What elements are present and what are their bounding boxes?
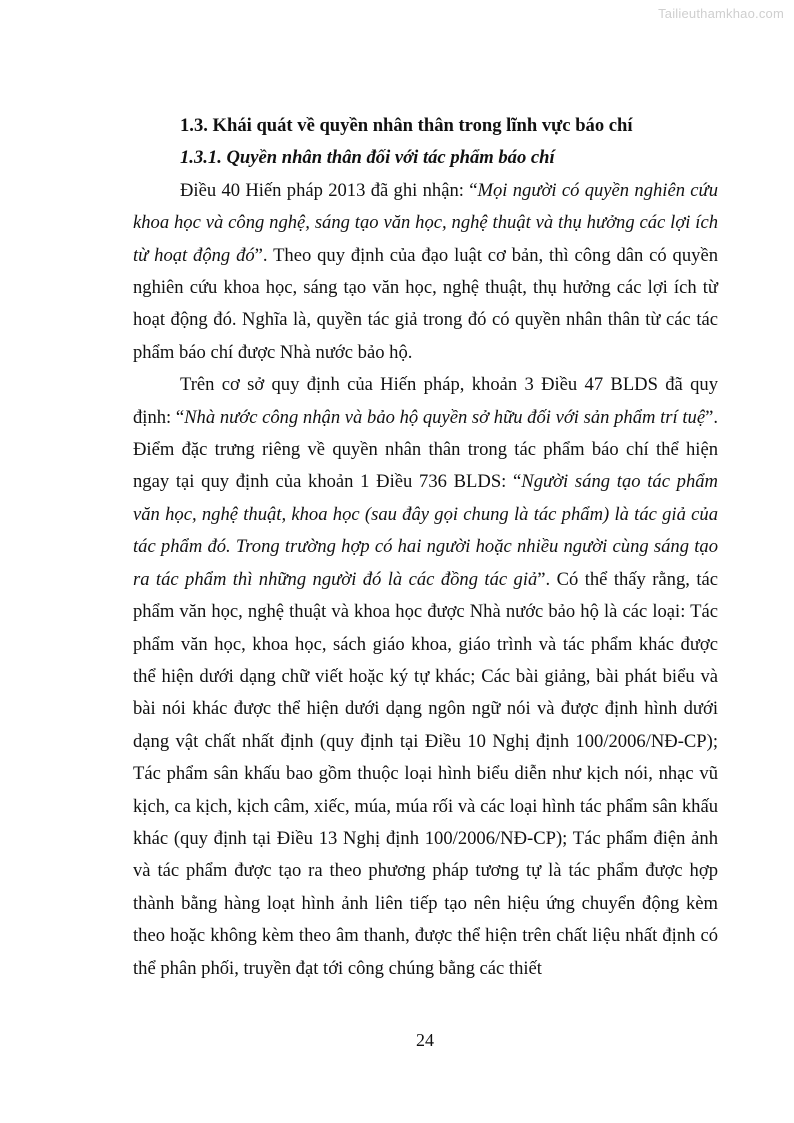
paragraph-2-quote-1: Nhà nước công nhận và bảo hộ quyền sở hữu đối với sản phẩm trí tuệ xyxy=(184,406,706,428)
paragraph-1 xyxy=(133,175,718,369)
paragraph-2-text-b: ”. Điểm đặc trưng riêng về quyền nhân thân trong tác phẩm báo chí thể hiện ngay tại quy định của khoản 1 Điều 736 BLDS: “ xyxy=(133,406,718,493)
section-heading: 1.3. Khái quát về quyền nhân thân trong lĩnh vực báo chí xyxy=(180,115,633,136)
page-number: 24 xyxy=(416,1030,434,1050)
paragraph-2-quote-2: Người sáng tạo tác phẩm văn học, nghệ thuật, khoa học (sau đây gọi chung là tác phẩm) là tác giả của tác phẩm đó. Trong trường hợp có hai người hoặc nhiều người cùng sáng tạo ra tác phẩm thì những người đó là các đồng tác giả xyxy=(133,471,718,590)
paragraph-2-text-a: Trên cơ sở quy định của Hiến pháp, khoản 3 Điều 47 BLDS đã quy định: “ xyxy=(133,374,718,428)
paragraph-2-text-c: ”. Có thể thấy rằng, tác phẩm văn học, nghệ thuật và khoa học được Nhà nước bảo hộ là các loại: Tác phẩm văn học, khoa học, sách giáo khoa, giáo trình và tác phẩm khác được thể hiện dưới dạng chữ viết hoặc ký tự khác; Các bài giảng, bài phát biểu và bài nói khác được thể hiện dưới dạng ngôn ngữ nói và được định hình dưới dạng vật chất nhất định (quy định tại Điều 10 Nghị định 100/2006/NĐ-CP); Tác phẩm sân khấu bao gồm thuộc loại hình biểu diễn như kịch nói, nhạc vũ kịch, ca kịch, kịch câm, xiếc, múa, múa rối và các loại hình tác phẩm sân khấu khác (quy định tại Điều 13 Nghị định 100/2006/NĐ-CP); Tác phẩm điện ảnh và tác phẩm được tạo ra theo phương pháp tương tự là tác phẩm được hợp thành bằng hàng loạt hình ảnh liên tiếp tạo nên hiệu ứng chuyển động kèm theo hoặc không kèm theo âm thanh, được thể hiện trên chất liệu nhất định có thể phân phối, truyền đạt tới công chúng bằng các thiết xyxy=(133,568,718,979)
watermark-text: Tailieuthamkhao.com xyxy=(658,6,784,21)
subsection-heading: 1.3.1. Quyền nhân thân đối với tác phẩm báo chí xyxy=(180,147,555,169)
page-body xyxy=(133,110,718,985)
paragraph-1-quote: Mọi người có quyền nghiên cứu khoa học và công nghệ, sáng tạo văn học, nghệ thuật và thụ hưởng các lợi ích từ hoạt động đó xyxy=(133,179,718,266)
paragraph-1-text-a: Điều 40 Hiến pháp 2013 đã ghi nhận: “ xyxy=(180,179,478,201)
paragraph-2 xyxy=(133,369,718,985)
paragraph-1-text-b: ”. Theo quy định của đạo luật cơ bản, thì công dân có quyền nghiên cứu khoa học, sáng tạo văn học, nghệ thuật, thụ hưởng các lợi ích từ hoạt động đó. Nghĩa là, quyền tác giả trong đó có quyền nhân thân từ các tác phẩm báo chí được Nhà nước bảo hộ. xyxy=(133,244,719,363)
